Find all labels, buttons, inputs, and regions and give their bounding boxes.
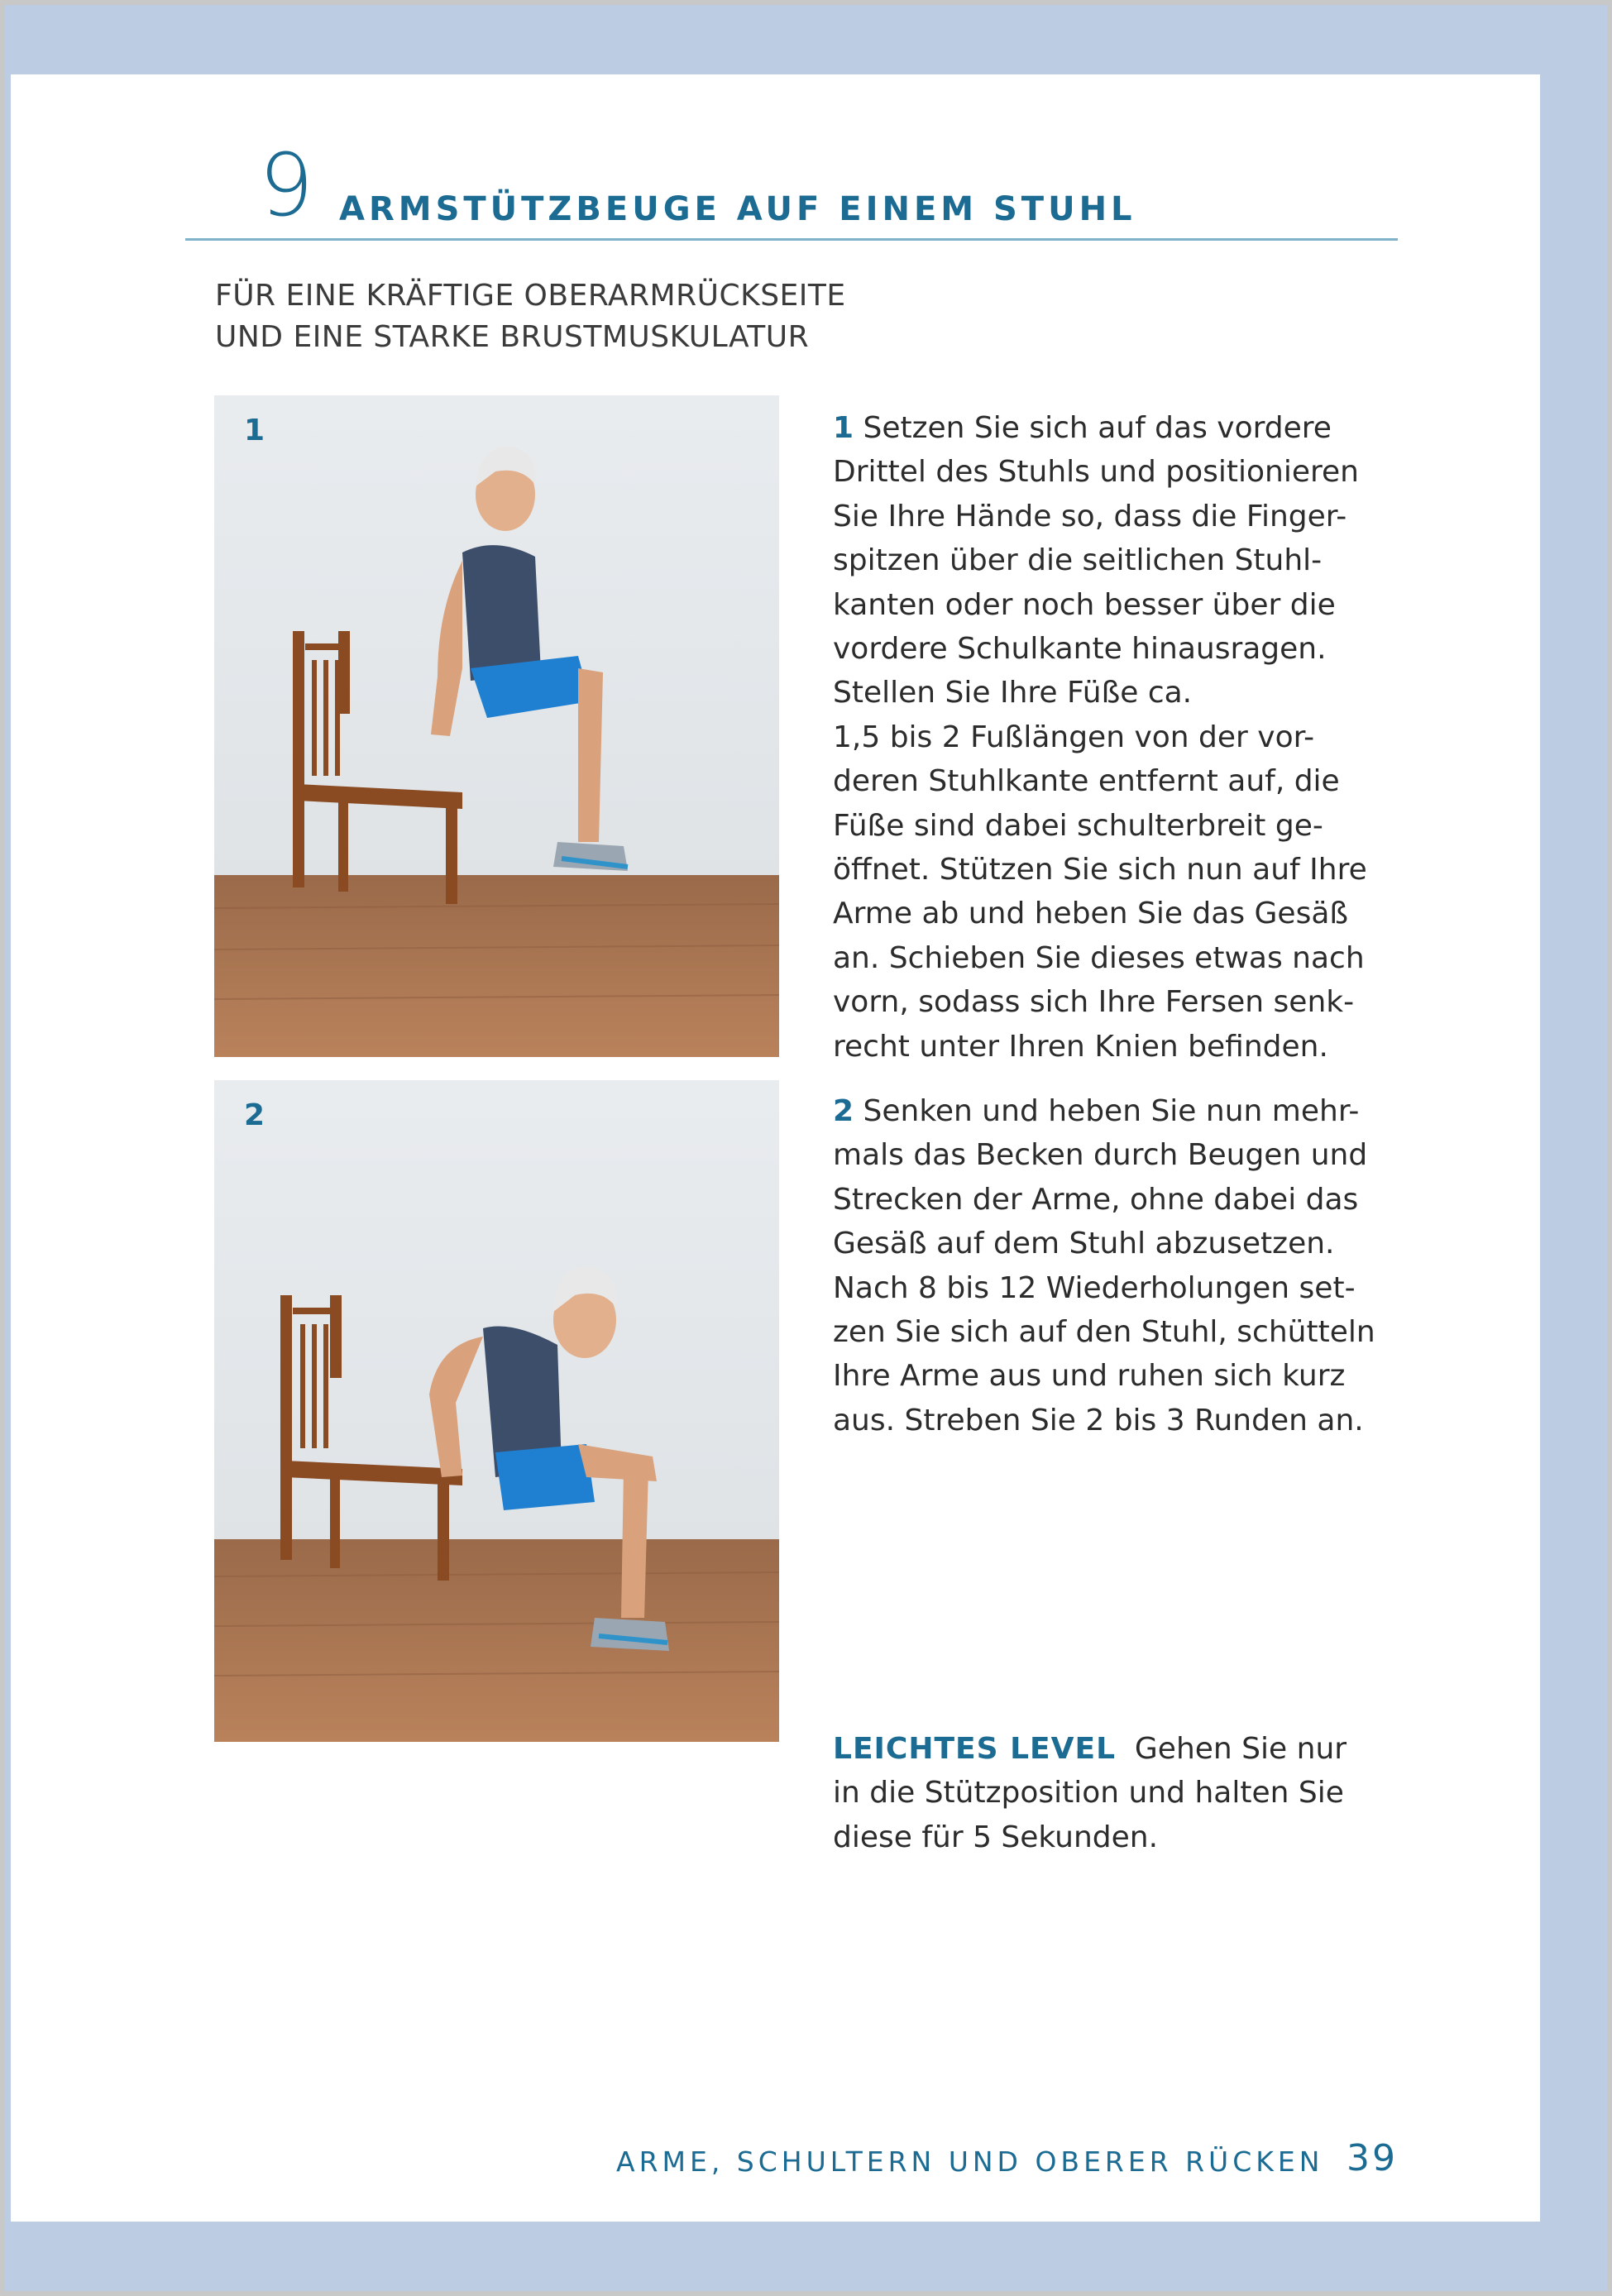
step-2-line: aus. Streben Sie 2 bis 3 Runden an.	[833, 1403, 1364, 1437]
step-1-line: öffnet. Stützen Sie sich nun auf Ihre	[833, 853, 1367, 887]
step-1-number: 1	[833, 411, 854, 445]
outer-border-bottom	[0, 2291, 1612, 2296]
tip-line: diese für 5 Sekunden.	[833, 1820, 1159, 1854]
tip-label: LEICHTES LEVEL	[833, 1732, 1117, 1766]
step-1-text	[833, 406, 1412, 1069]
photo-1-label: 1	[244, 414, 265, 447]
easy-level-tip	[833, 1727, 1412, 1859]
exercise-subtitle	[215, 275, 846, 358]
outer-border-top	[0, 0, 1612, 5]
step-2-line: 2 Senken und heben Sie nun mehr-	[833, 1094, 1360, 1128]
step-2-line: Gesäß auf dem Stuhl abzusetzen.	[833, 1227, 1335, 1261]
exercise-title: ARMSTÜTZBEUGE AUF EINEM STUHL	[339, 190, 1136, 228]
exercise-number: 9	[259, 135, 314, 236]
step-1-line: recht unter Ihren Knien befinden.	[833, 1029, 1328, 1064]
step-2-line: Strecken der Arme, ohne dabei das	[833, 1182, 1359, 1217]
title-divider	[185, 238, 1398, 241]
photo-1-illustration	[214, 395, 779, 1057]
tip-line: LEICHTES LEVEL Gehen Sie nur	[833, 1732, 1347, 1766]
outer-border-left	[0, 0, 5, 2296]
page-number: 39	[1347, 2137, 1398, 2179]
photo-2-illustration	[214, 1080, 779, 1742]
outer-border-right	[1607, 0, 1612, 2296]
step-1-line: vorn, sodass sich Ihre Fersen senk-	[833, 985, 1355, 1020]
subtitle-line-2: UND EINE STARKE BRUSTMUSKULATUR	[215, 320, 810, 354]
step-1-line: Drittel des Stuhls und positionieren	[833, 455, 1359, 490]
subtitle-line-1: FÜR EINE KRÄFTIGE OBERARMRÜCKSEITE	[215, 279, 846, 313]
tip-line: in die Stützposition und halten Sie	[833, 1776, 1344, 1810]
step-1-line: Arme ab und heben Sie das Gesäß	[833, 897, 1349, 931]
step-1-line: Füße sind dabei schulterbreit ge-	[833, 808, 1323, 843]
step-2-line: zen Sie sich auf den Stuhl, schütteln	[833, 1315, 1375, 1350]
step-2-line: Ihre Arme aus und ruhen sich kurz	[833, 1359, 1346, 1394]
step-2-line: mals das Becken durch Beugen und	[833, 1138, 1368, 1173]
step-2-number: 2	[833, 1094, 854, 1128]
photo-2-label: 2	[244, 1098, 265, 1132]
footer-section-title: ARME, SCHULTERN UND OBERER RÜCKEN	[616, 2145, 1324, 2178]
step-2-line: Nach 8 bis 12 Wiederholungen set-	[833, 1270, 1356, 1305]
exercise-photo-2	[214, 1080, 779, 1742]
step-1-line: kanten oder noch besser über die	[833, 587, 1336, 622]
step-1-line: 1 Setzen Sie sich auf das vordere	[833, 411, 1332, 445]
step-1-line: deren Stuhlkante entfernt auf, die	[833, 764, 1340, 799]
step-1-line: Sie Ihre Hände so, dass die Finger-	[833, 499, 1347, 533]
step-1-line: an. Schieben Sie dieses etwas nach	[833, 940, 1365, 975]
step-1-line: vordere Schulkante hinausragen.	[833, 632, 1327, 667]
step-1-line: spitzen über die seitlichen Stuhl-	[833, 543, 1323, 578]
step-1-line: 1,5 bis 2 Fußlängen von der vor-	[833, 720, 1315, 754]
step-2-text	[833, 1089, 1412, 1442]
exercise-photo-1	[214, 395, 779, 1057]
step-1-line: Stellen Sie Ihre Füße ca.	[833, 676, 1193, 710]
